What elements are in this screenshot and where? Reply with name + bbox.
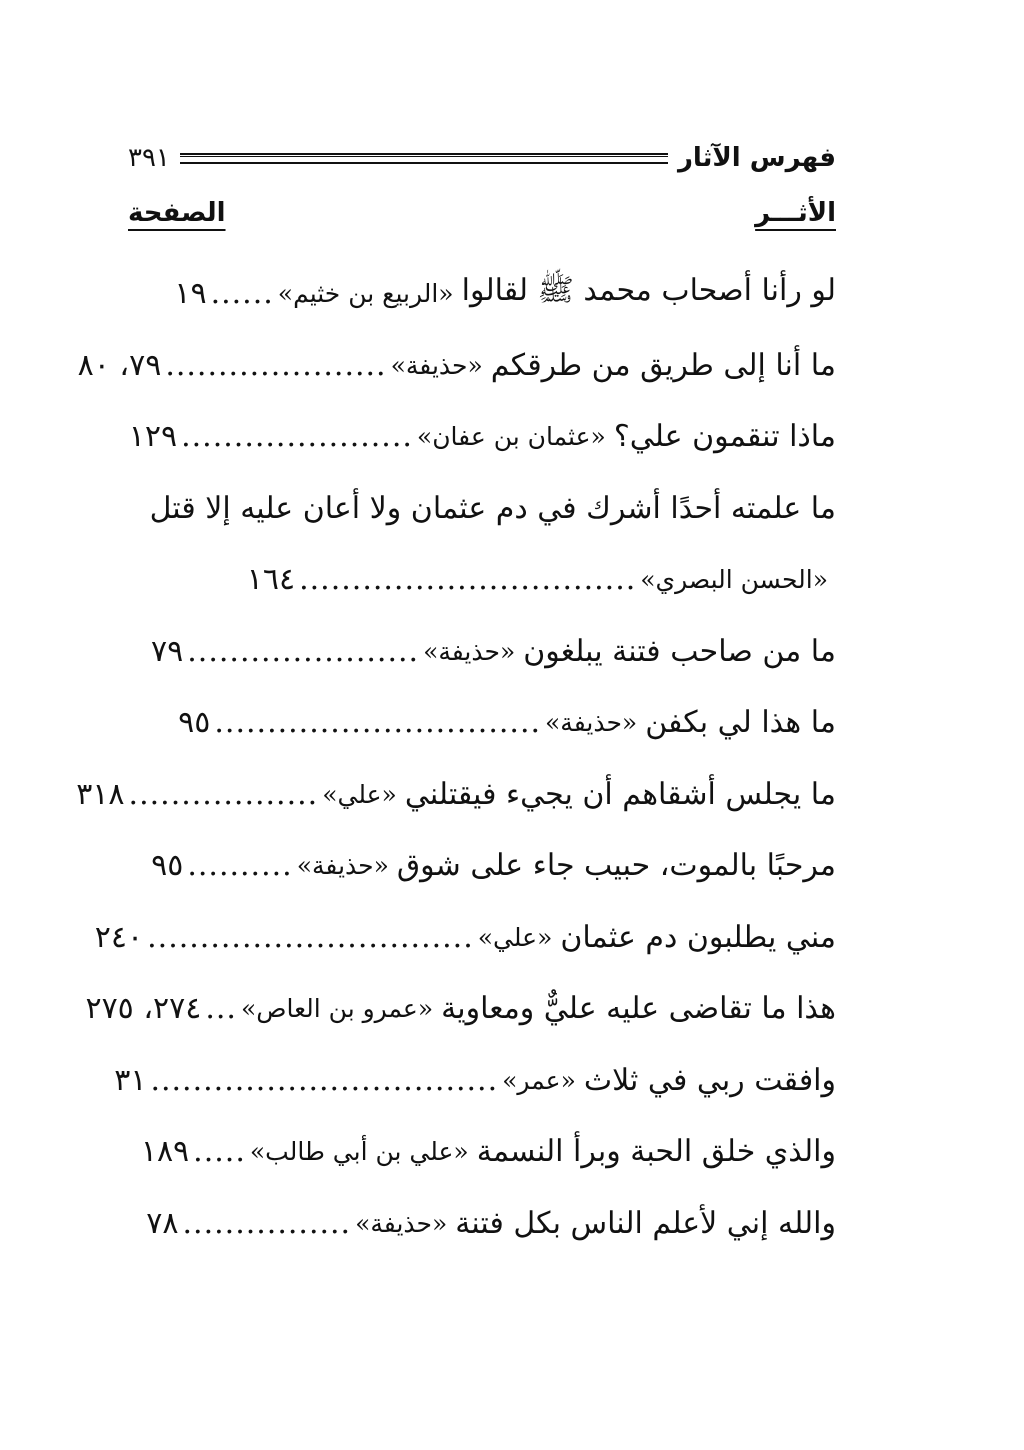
leader-dots: ............................... <box>147 919 474 955</box>
leader-dots: ................................ <box>299 562 637 598</box>
index-entry-continuation <box>128 544 836 616</box>
athar-text: وافقت ربي في ثلاث <box>583 1062 836 1098</box>
athar-text: مرحبًا بالموت، حبيب جاء على شوق <box>396 848 836 884</box>
athar-text: ما أنا إلى طريق من طرقكم <box>490 347 836 383</box>
leader-dots: ...... <box>210 276 274 312</box>
index-entry <box>77 330 836 402</box>
index-entry <box>128 1116 836 1188</box>
athar-text: ما علمته أحدًا أشرك في دم عثمان ولا أعان عليه إلا قتل <box>149 490 836 526</box>
athar-source: «الربيع بن خثيم» <box>277 279 454 309</box>
leader-dots: .......... <box>187 848 293 884</box>
leader-dots: ... <box>205 991 237 1027</box>
athar-source: «حذيفة» <box>390 350 483 380</box>
athar-source: «حذيفة» <box>296 851 389 881</box>
index-entry <box>76 759 836 831</box>
index-entry <box>128 1188 836 1260</box>
leader-dots: ..................... <box>165 347 387 383</box>
index-entry <box>94 902 836 974</box>
athar-source: «الحسن البصري» <box>640 565 828 595</box>
header-rule <box>180 153 668 164</box>
column-headings <box>128 198 836 242</box>
page-reference: ٣١ <box>114 1062 147 1098</box>
athar-source: «علي بن أبي طالب» <box>249 1137 469 1167</box>
leader-dots: ...................... <box>181 419 413 455</box>
athar-source: «حذيفة» <box>423 636 516 666</box>
index-entry <box>128 687 836 759</box>
athar-text: ما هذا لي بكفن <box>645 705 836 741</box>
athar-text: هذا ما تقاضى عليه عليٌّ ومعاوية <box>441 991 836 1027</box>
leader-dots: ............................... <box>214 705 542 741</box>
athar-source: «عمر» <box>502 1065 576 1095</box>
athar-index-list <box>76 258 836 1259</box>
athar-text: ماذا تنقمون علي؟ <box>613 419 836 455</box>
leader-dots: .................. <box>128 776 319 812</box>
page-reference: ٩٥ <box>151 848 184 884</box>
leader-dots: ..... <box>193 1134 246 1170</box>
page-number: ٣٩١ <box>128 143 170 173</box>
page-reference: ٣١٨ <box>76 776 125 812</box>
athar-source: «عمرو بن العاص» <box>240 994 434 1024</box>
page-reference: ٧٩، ٨٠ <box>77 347 162 383</box>
athar-source: «عثمان بن عفان» <box>416 422 606 452</box>
athar-source: «حذيفة» <box>355 1208 448 1238</box>
athar-text: مني يطلبون دم عثمان <box>560 919 836 955</box>
athar-source: «حذيفة» <box>545 708 638 738</box>
page-reference: ١٩ <box>174 276 207 312</box>
athar-text: ما من صاحب فتنة يبلغون <box>523 633 836 669</box>
index-entry <box>128 830 836 902</box>
page-reference: ٩٥ <box>178 705 211 741</box>
page-column-heading: الصفحة <box>128 198 226 228</box>
athar-text: ما يجلس أشقاهم أن يجيء فيقتلني <box>404 776 836 812</box>
index-entry <box>128 616 836 688</box>
leader-dots: ................ <box>182 1205 352 1241</box>
running-title: فهرس الآثار <box>677 143 836 173</box>
athar-column-heading: الأثـــر <box>755 198 836 228</box>
page-reference: ٧٩ <box>151 633 184 669</box>
page-reference: ٢٧٤، ٢٧٥ <box>85 991 202 1027</box>
leader-dots: ...................... <box>187 633 420 669</box>
athar-text: لو رأنا أصحاب محمد ﷺ لقالوا <box>461 273 836 309</box>
page-reference: ٢٤٠ <box>94 919 144 955</box>
index-entry <box>85 973 836 1045</box>
index-entry <box>114 1045 836 1117</box>
athar-text: والله إني لأعلم الناس بكل فتنة <box>455 1205 836 1241</box>
athar-text: والذي خلق الحبة وبرأ النسمة <box>476 1134 836 1170</box>
index-entry <box>128 401 836 473</box>
running-header <box>128 138 836 178</box>
page-reference: ١٦٤ <box>246 562 296 598</box>
page-reference: ٧٨ <box>146 1205 179 1241</box>
athar-source: «علي» <box>322 779 397 809</box>
page-reference: ١٢٩ <box>128 419 178 455</box>
athar-source: «علي» <box>477 922 553 952</box>
leader-dots: ................................. <box>150 1062 499 1098</box>
index-entry <box>128 258 836 330</box>
index-entry <box>128 473 836 545</box>
page-reference: ١٨٩ <box>140 1134 190 1170</box>
